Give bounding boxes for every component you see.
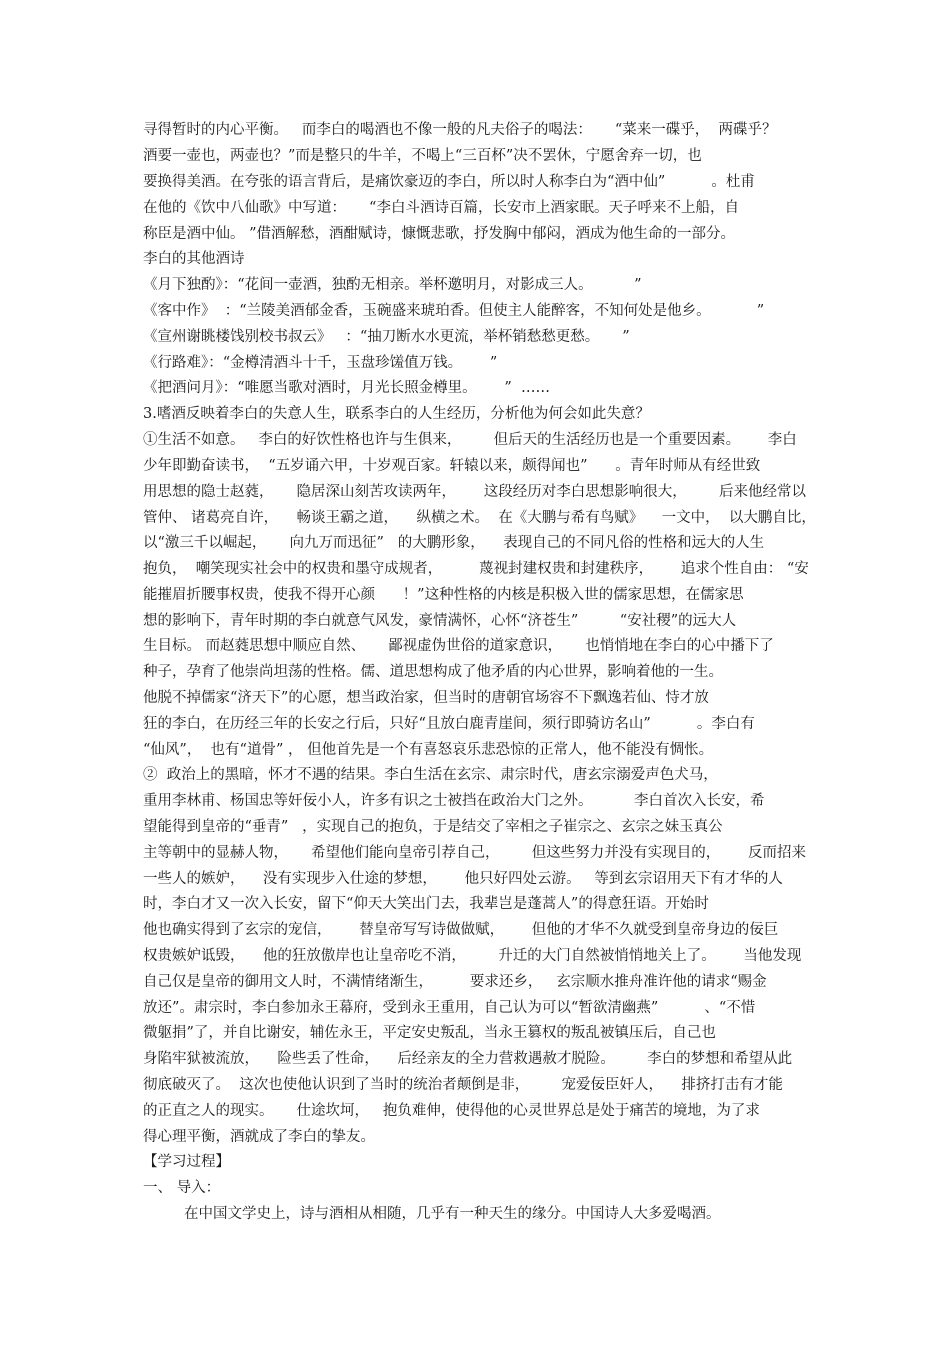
text-line: 时，李白才又一次入长安，留下“仰天大笑出门去，我辈岂是蓬蒿人”的得意狂语。开始时 [143,896,709,912]
text-line: 管仲、 诸葛亮自许， 畅谈王霸之道， 纵横之术。 在《大鹏与希有鸟赋》 一文中， 以大鹏自比， [143,510,816,526]
text-line: 放还”。肃宗时，李白参加永王幕府，受到永王重用，自己认为可以“暂欲清幽燕” 、“不惜 [143,1000,756,1016]
text-line: 酒要一壶也，两壶也？”而是整只的牛羊，不喝上“三百杯”决不罢休，宁愿舍弃一切，也 [143,148,702,164]
text-line: 主等朝中的显赫人物， 希望他们能向皇帝引荐自己， 但这些努力并没有实现目的， 反而招来 [143,845,806,861]
text-line: 种子，孕育了他崇尚坦荡的性格。儒、道思想构成了他矛盾的内心世界，影响着他的一生。 [143,664,723,680]
text-line: 少年即勤奋读书， “五岁诵六甲，十岁观百家。轩辕以来，颇得闻也” 。青年时师从有经世致 [143,458,761,474]
text-line: 想的影响下，青年时期的李白就意气风发，豪情满怀，心怀“济苍生” “安社稷”的远大人 [143,613,737,629]
poem-line: 《行路难》：“金樽清酒斗十千，玉盘珍馐值万钱。 ” [143,355,498,371]
text-line: 生目标。 而赵蕤思想中顺应自然、 鄙视虚伪世俗的道家意识， 也悄悄地在李白的心中播下了 [143,638,774,654]
text-line: 微躯捐”了，并自比谢安，辅佐永王，平定安史叛乱，当永王篡权的叛乱被镇压后，自己也 [143,1025,716,1041]
text-line: 他也确实得到了玄宗的宠信， 替皇帝写写诗做做赋， 但他的才华不久就受到皇帝身边的佞巨 [143,922,779,938]
text-line: 称臣是酒中仙。 ”借酒解愁，酒酣赋诗，慷慨悲歌，抒发胸中郁闷，酒成为他生命的一部分。 [143,226,736,242]
text-line: 抱负， 嘲笑现实社会中的权贵和墨守成规者， 蔑视封建权贵和封建秩序， 追求个性自由： “安 [143,561,809,577]
text-line: 以“激三千以崛起， 向九万而迅征” 的大鹏形象， 表现自己的不同凡俗的性格和远大的人生 [143,535,765,551]
text-line: 他脱不掉儒家“济天下”的心愿，想当政治家，但当时的唐朝官场容不下飘逸若仙、恃才放 [143,690,709,706]
text-line: ①生活不如意。 李白的好饮性格也许与生俱来， 但后天的生活经历也是一个重要因素。 李白 [143,432,797,448]
text-line: 身陷牢狱被流放， 险些丢了性命， 后经亲友的全力营救遇赦才脱险。 李白的梦想和希望从此 [143,1051,793,1067]
question-heading: 3.嗜酒反映着李白的失意人生，联系李白的人生经历，分析他为何会如此失意？ [143,406,650,422]
section-heading: 李白的其他酒诗 [143,251,245,267]
section-heading: 【学习过程】 [143,1154,230,1170]
text-line: 寻得暂时的内心平衡。 而李白的喝酒也不像一般的凡夫俗子的喝法： “菜来一碟乎， 两碟乎？ [143,122,777,138]
text-line: 在他的《饮中八仙歌》中写道： “李白斗酒诗百篇，长安市上酒家眠。天子呼来不上船，自 [143,200,739,216]
text-line: ② 政治上的黑暗，怀才不遇的结果。李白生活在玄宗、肃宗时代，唐玄宗溺爱声色犬马， [143,767,718,783]
section-heading: 一、 导入： [143,1180,221,1196]
poem-line: 《把酒问月》：“唯愿当歌对酒时，月光长照金樽里。 ” …… [143,380,550,396]
text-line: 的正直之人的现实。 仕途坎坷， 抱负难伸，使得他的心灵世界总是处于痛苦的境地，为了求 [143,1103,760,1119]
poem-line: 《客中作》 ：“兰陵美酒郁金香，玉碗盛来琥珀香。但使主人能醉客，不知何处是他乡。 ” [143,303,765,319]
text-line: 狂的李白，在历经三年的长安之行后，只好“且放白鹿青崖间，须行即骑访名山” 。李白有 [143,716,755,732]
poem-line: 《宣州谢眺楼饯别校书叔云》 ：“抽刀断水水更流，举杯销愁愁更愁。 ” [143,329,630,345]
text-line: 用思想的隐士赵蕤， 隐居深山刻苦攻读两年， 这段经历对李白思想影响很大， 后来他经常以 [143,484,806,500]
text-line: 自己仅是皇帝的御用文人时，不满情绪渐生， 要求还乡， 玄宗顺水推舟准许他的请求“赐金 [143,974,767,990]
text-line: 要换得美酒。在夸张的语言背后，是痛饮豪迈的李白，所以时人称李白为“酒中仙” 。杜甫 [143,174,755,190]
text-line: 在中国文学史上，诗与酒相从相随，几乎有一种天生的缘分。中国诗人大多爱喝酒。 [184,1206,721,1222]
text-line: 一些人的嫉妒， 没有实现步入仕途的梦想， 他只好四处云游。 等到玄宗诏用天下有才华的人 [143,871,783,887]
text-line: 彻底破灭了。 这次也使他认识到了当时的统治者颠倒是非， 宠爱佞臣奸人， 排挤打击有才能 [143,1077,783,1093]
poem-line: 《月下独酌》：“花间一壶酒，独酌无相亲。举杯邀明月，对影成三人。 ” [143,277,642,293]
text-line: “仙风”， 也有“道骨” ， 但他首先是一个有喜怒哀乐悲恐惊的正常人，他不能没有惆怅。 [143,742,714,758]
text-line: 能摧眉折腰事权贵，使我不得开心颜 ！”这种性格的内核是积极入世的儒家思想，在儒家思 [143,587,744,603]
text-line: 权贵嫉妒诋毁， 他的狂放傲岸也让皇帝吃不消， 升迁的大门自然被悄悄地关上了。 当他发现 [143,948,802,964]
text-line: 望能得到皇帝的“垂青” ，实现自己的抱负，于是结交了宰相之子崔宗之、玄宗之妹玉真公 [143,819,723,835]
text-line: 得心理平衡，酒就成了李白的挚友。 [143,1129,375,1145]
text-line: 重用李林甫、杨国忠等奸佞小人，许多有识之士被挡在政治大门之外。 李白首次入长安，希 [143,793,765,809]
